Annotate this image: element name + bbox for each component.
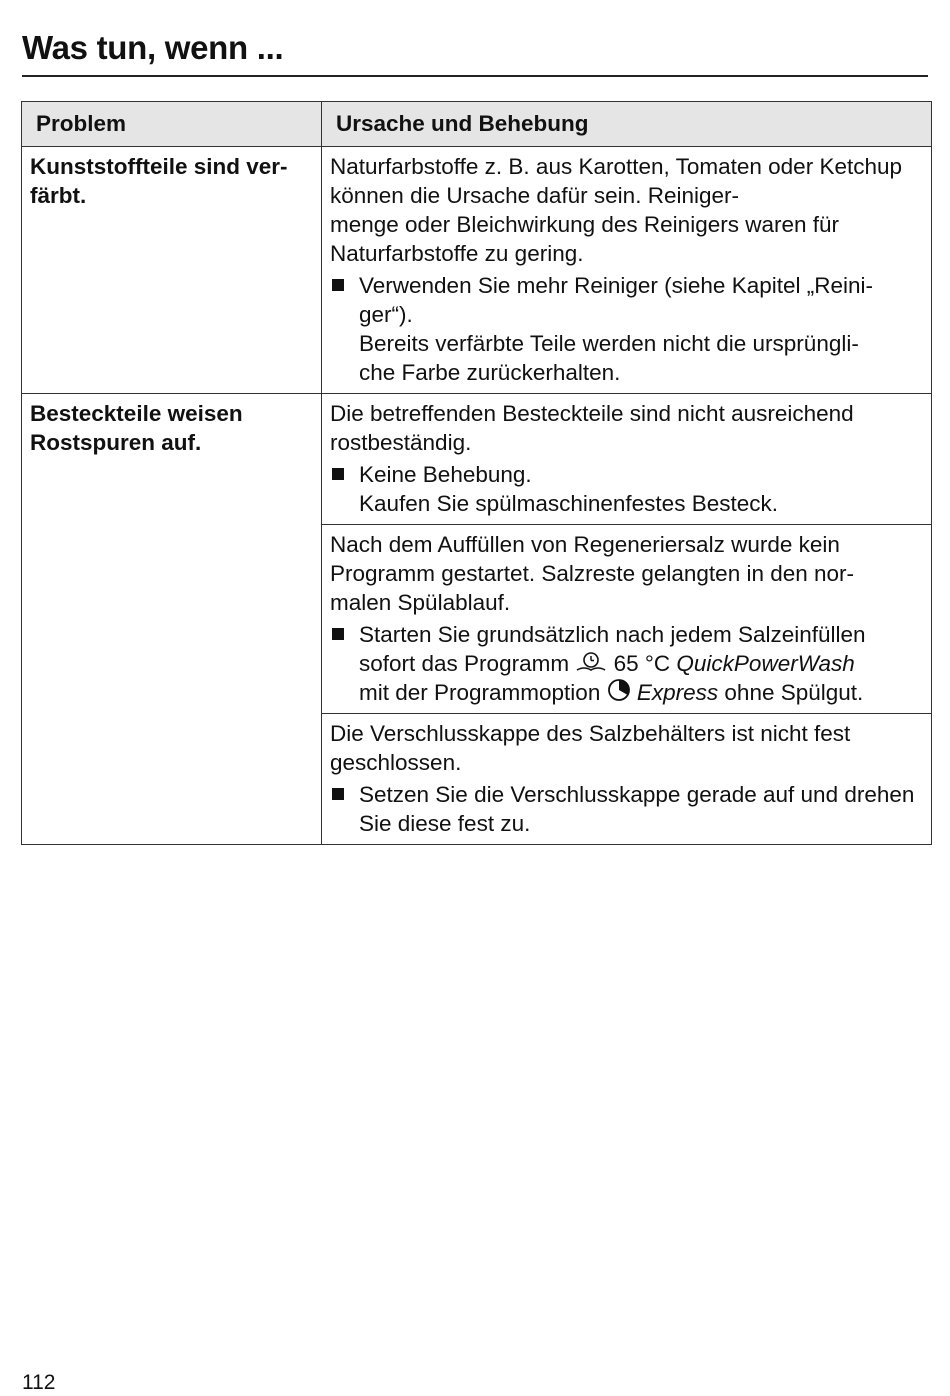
option-name: Express	[636, 680, 719, 705]
title-divider	[22, 75, 928, 77]
cause-text: Naturfarbstoffe z. B. aus Karotten, Tomaten oder Ketchup können die Ursache dafür sein. Reiniger- menge oder Bleichwirkung des Reinigers waren für Naturfarbstoffe zu gering.	[330, 154, 903, 266]
cause-cell	[322, 147, 932, 394]
remedy-note: Bereits verfärbte Teile werden nicht die ursprüngli- che Farbe zurückerhalten.	[359, 331, 859, 385]
remedy-option-line	[359, 678, 923, 707]
table-row	[22, 147, 932, 394]
problem-text: Kunststoffteile sind ver- färbt.	[30, 154, 288, 208]
square-bullet-icon	[332, 788, 344, 800]
page-number: 112	[22, 1371, 56, 1394]
cause-cell	[322, 714, 932, 845]
problem-text: Besteckteile weisen Rostspuren auf.	[30, 401, 243, 455]
remedy-item	[330, 271, 923, 387]
remedy-item	[330, 620, 923, 707]
remedy-text: Keine Behebung.	[359, 462, 532, 487]
problem-cell	[22, 147, 322, 394]
header-problem: Problem	[22, 102, 322, 147]
square-bullet-icon	[332, 279, 344, 291]
cause-cell	[322, 525, 932, 714]
remedy-item	[330, 460, 923, 518]
square-bullet-icon	[332, 468, 344, 480]
cause-text: Die Verschlusskappe des Salzbehälters ist nicht fest geschlossen.	[330, 721, 851, 775]
express-option-icon	[607, 678, 631, 702]
page-title: Was tun, wenn ...	[22, 29, 284, 66]
cause-text: Die betreffenden Besteckteile sind nicht ausreichend rostbeständig.	[330, 401, 854, 455]
quickpowerwash-program-icon	[575, 651, 607, 673]
option-suffix: ohne Spülgut.	[724, 680, 864, 705]
problem-cell	[22, 394, 322, 845]
cause-cell	[322, 394, 932, 525]
program-temperature: 65 °C	[613, 651, 671, 676]
remedy-text: Verwenden Sie mehr Reiniger (siehe Kapitel „Reini- ger“).	[359, 273, 874, 327]
program-prefix: sofort das Programm	[359, 651, 570, 676]
header-cause: Ursache und Behebung	[322, 102, 932, 147]
remedy-program-line	[359, 649, 923, 678]
table-header-row	[22, 102, 932, 147]
remedy-item	[330, 780, 923, 838]
remedy-note: Kaufen Sie spülmaschinenfestes Besteck.	[359, 491, 778, 516]
cause-text: Nach dem Auffüllen von Regeneriersalz wurde kein Programm gestartet. Salzreste gelangten in den nor- malen Spülablauf.	[330, 532, 855, 615]
square-bullet-icon	[332, 628, 344, 640]
option-prefix: mit der Programmoption	[359, 680, 601, 705]
program-name: QuickPowerWash	[676, 651, 855, 676]
remedy-text: Starten Sie grundsätzlich nach jedem Salzeinfüllen	[359, 622, 866, 647]
remedy-text: Setzen Sie die Verschlusskappe gerade auf und drehen Sie diese fest zu.	[359, 782, 915, 836]
troubleshooting-table	[21, 101, 932, 845]
table-row	[22, 394, 932, 525]
